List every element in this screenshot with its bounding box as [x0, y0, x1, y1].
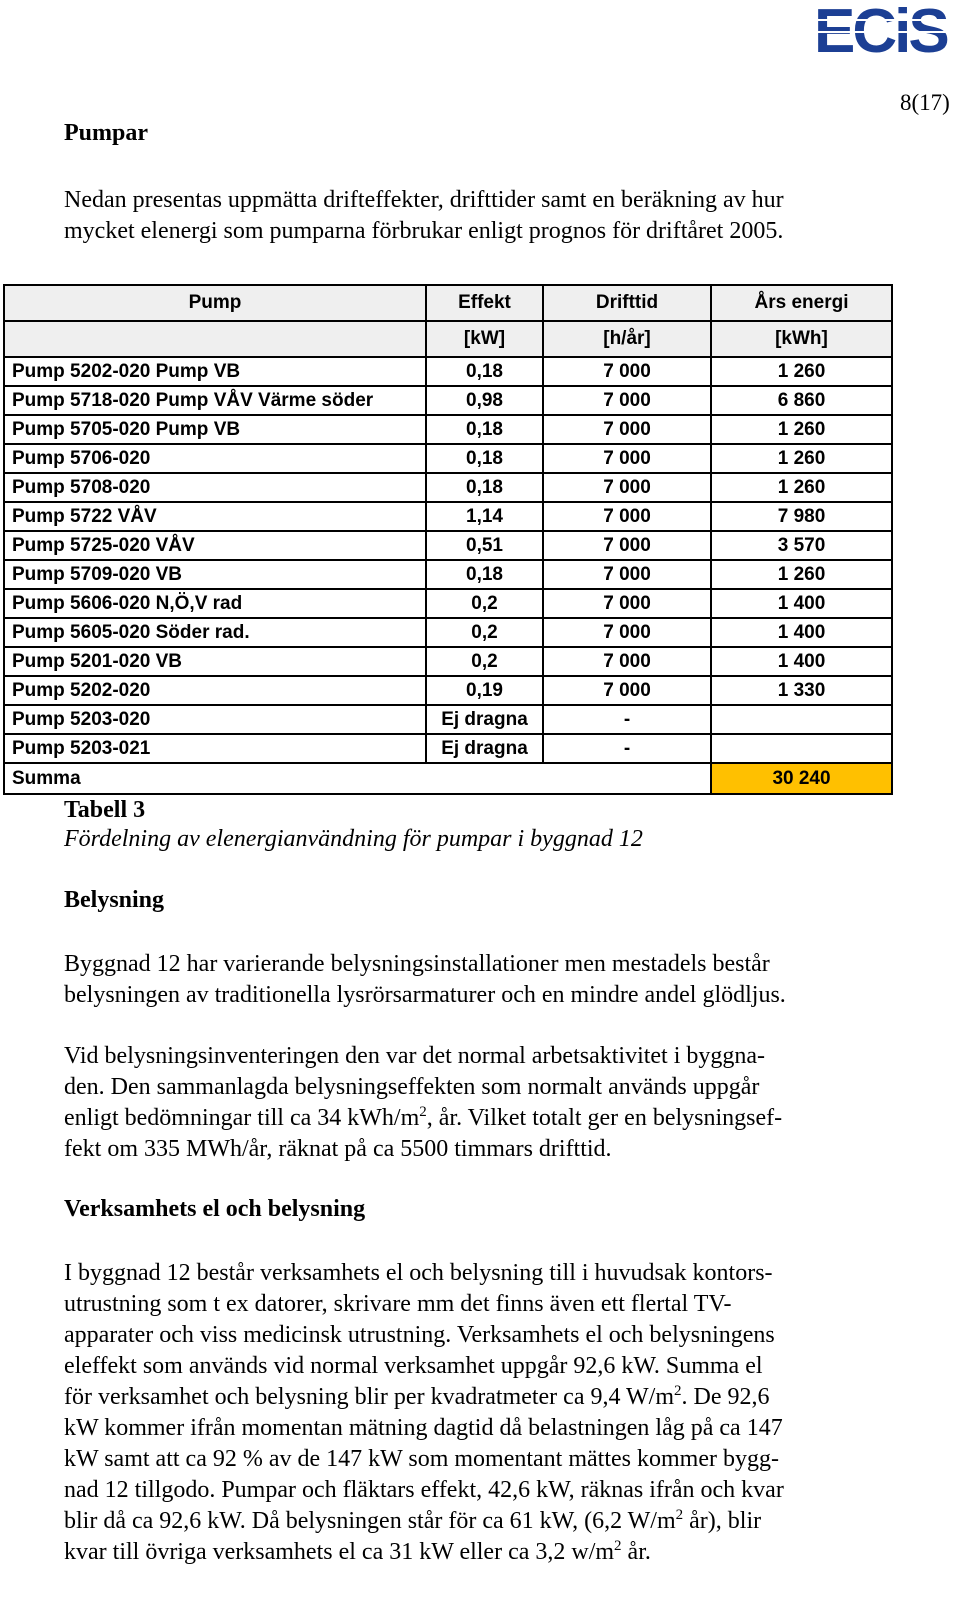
section-heading-belysning: Belysning	[64, 887, 165, 913]
page-number: 8(17)	[900, 90, 950, 115]
cell-drifttid: 7 000	[543, 531, 711, 560]
cell-effekt: 0,2	[426, 618, 543, 647]
cell-drifttid: 7 000	[543, 502, 711, 531]
cell-effekt: 0,18	[426, 560, 543, 589]
table-row	[4, 560, 892, 589]
text-line: fekt om 335 MWh/år, räknat på ca 5500 timmars drifttid.	[64, 1136, 612, 1162]
table-row	[4, 705, 892, 734]
table-caption-title: Tabell 3	[64, 797, 146, 823]
cell-arsenergi: 3 570	[711, 531, 892, 560]
cell-effekt: 0,18	[426, 444, 543, 473]
text-line	[64, 1103, 924, 1134]
cell-pump: Pump 5718-020 Pump VÅV Värme söder	[4, 386, 426, 415]
cell-drifttid: -	[543, 734, 711, 763]
cell-drifttid: 7 000	[543, 386, 711, 415]
cell-effekt: Ej dragna	[426, 705, 543, 734]
cell-drifttid: 7 000	[543, 357, 711, 386]
table-units-row	[4, 321, 892, 357]
table-row	[4, 444, 892, 473]
text-segment: för verksamhet och belysning blir per kvadratmeter ca 9,4 W/m	[64, 1384, 675, 1410]
cell-arsenergi: 1 400	[711, 589, 892, 618]
cell-pump: Pump 5605-020 Söder rad.	[4, 618, 426, 647]
cell-arsenergi: 1 260	[711, 444, 892, 473]
unit-drifttid: [h/år]	[543, 321, 711, 357]
cell-effekt: 0,2	[426, 589, 543, 618]
intro-line: mycket elenergi som pumparna förbrukar enligt prognos för driftåret 2005.	[64, 218, 784, 244]
cell-pump: Pump 5606-020 N,Ö,V rad	[4, 589, 426, 618]
unit-effekt: [kW]	[426, 321, 543, 357]
text-line: apparater och viss medicinsk utrustning. Verksamhets el och belysningens	[64, 1322, 775, 1348]
col-header-effekt: Effekt	[426, 285, 543, 321]
table-row	[4, 647, 892, 676]
cell-pump: Pump 5722 VÅV	[4, 502, 426, 531]
cell-pump: Pump 5202-020	[4, 676, 426, 705]
pump-energy-table	[3, 284, 893, 795]
text-line	[64, 1506, 924, 1537]
cell-arsenergi: 1 260	[711, 415, 892, 444]
cell-effekt: 0,2	[426, 647, 543, 676]
cell-arsenergi: 1 260	[711, 560, 892, 589]
logo-text: ECiS	[814, 0, 947, 58]
text-line: kW samt att ca 92 % av de 147 kW som momentant mättes kommer bygg-	[64, 1446, 779, 1472]
table-header-row	[4, 285, 892, 321]
table-row	[4, 618, 892, 647]
cell-effekt: 0,18	[426, 415, 543, 444]
text-segment: . De 92,6	[681, 1384, 770, 1410]
belysning-paragraph-1	[64, 949, 924, 1011]
cell-pump: Pump 5201-020 VB	[4, 647, 426, 676]
table-caption-text: Fördelning av elenergianvändning för pumpar i byggnad 12	[64, 826, 643, 852]
cell-drifttid: 7 000	[543, 444, 711, 473]
cell-arsenergi: 1 400	[711, 618, 892, 647]
col-header-drifttid: Drifttid	[543, 285, 711, 321]
text-line: den. Den sammanlagda belysningseffekten som normalt används uppgår	[64, 1074, 760, 1100]
text-line: nad 12 tillgodo. Pumpar och fläktars effekt, 42,6 kW, räknas ifrån och kvar	[64, 1477, 784, 1503]
cell-effekt: 0,18	[426, 357, 543, 386]
summary-label: Summa	[4, 763, 711, 794]
cell-pump: Pump 5203-020	[4, 705, 426, 734]
superscript: 2	[614, 1538, 622, 1554]
text-line: kW kommer ifrån momentan mätning dagtid då belastningen låg på ca 147	[64, 1415, 783, 1441]
intro-paragraph	[64, 185, 924, 247]
cell-drifttid: -	[543, 705, 711, 734]
text-line	[64, 1382, 924, 1413]
text-segment: enligt bedömningar till ca 34 kWh/m	[64, 1105, 420, 1131]
text-line: Vid belysningsinventeringen den var det normal arbetsaktivitet i byggna-	[64, 1043, 766, 1069]
text-segment: år), blir	[683, 1508, 762, 1534]
section-heading-verksamhet: Verksamhets el och belysning	[64, 1196, 366, 1222]
text-line: Byggnad 12 har varierande belysningsinstallationer men mestadels består	[64, 951, 770, 977]
superscript: 2	[674, 1383, 682, 1399]
cell-arsenergi	[711, 734, 892, 763]
table-row	[4, 531, 892, 560]
verksamhet-paragraph	[64, 1258, 924, 1568]
cell-effekt: 0,18	[426, 473, 543, 502]
cell-effekt: 0,51	[426, 531, 543, 560]
table-row	[4, 473, 892, 502]
cell-pump: Pump 5725-020 VÅV	[4, 531, 426, 560]
table-row	[4, 357, 892, 386]
cell-drifttid: 7 000	[543, 415, 711, 444]
text-segment: , år. Vilket totalt ger en belysningsef-	[426, 1105, 783, 1131]
col-header-pump: Pump	[4, 285, 426, 321]
cell-effekt: 1,14	[426, 502, 543, 531]
table-row	[4, 589, 892, 618]
cell-drifttid: 7 000	[543, 647, 711, 676]
table-row	[4, 502, 892, 531]
superscript: 2	[675, 1507, 684, 1523]
text-line	[64, 1537, 924, 1568]
cell-effekt: 0,19	[426, 676, 543, 705]
cell-arsenergi: 1 330	[711, 676, 892, 705]
superscript: 2	[419, 1104, 427, 1120]
table-row	[4, 415, 892, 444]
cell-arsenergi: 7 980	[711, 502, 892, 531]
ecis-logo	[814, 0, 960, 58]
table-row	[4, 676, 892, 705]
cell-drifttid: 7 000	[543, 618, 711, 647]
text-line: eleffekt som används vid normal verksamhet uppgår 92,6 kW. Summa el	[64, 1353, 763, 1379]
col-header-arsenergi: Års energi	[711, 285, 892, 321]
intro-line: Nedan presentas uppmätta drifteffekter, drifttider samt en beräkning av hur	[64, 187, 784, 213]
table-row	[4, 734, 892, 763]
cell-pump: Pump 5705-020 Pump VB	[4, 415, 426, 444]
text-segment: år.	[621, 1539, 651, 1565]
text-segment: blir då ca 92,6 kW. Då belysningen står för ca 61 kW, (6,2 W/m	[64, 1508, 676, 1534]
table-row	[4, 386, 892, 415]
text-line: I byggnad 12 består verksamhets el och belysning till i huvudsak kontors-	[64, 1260, 773, 1286]
cell-effekt: 0,98	[426, 386, 543, 415]
cell-pump: Pump 5709-020 VB	[4, 560, 426, 589]
cell-drifttid: 7 000	[543, 473, 711, 502]
cell-drifttid: 7 000	[543, 676, 711, 705]
cell-pump: Pump 5706-020	[4, 444, 426, 473]
cell-arsenergi: 6 860	[711, 386, 892, 415]
section-heading-pumpar: Pumpar	[64, 120, 148, 146]
cell-arsenergi: 1 260	[711, 357, 892, 386]
cell-arsenergi: 1 400	[711, 647, 892, 676]
cell-drifttid: 7 000	[543, 560, 711, 589]
belysning-paragraph-2	[64, 1041, 924, 1165]
unit-pump	[4, 321, 426, 357]
text-line: utrustning som t ex datorer, skrivare mm det finns även ett flertal TV-	[64, 1291, 732, 1317]
cell-pump: Pump 5203-021	[4, 734, 426, 763]
summary-value: 30 240	[711, 763, 892, 794]
cell-drifttid: 7 000	[543, 589, 711, 618]
text-line: belysningen av traditionella lysrörsarmaturer och en mindre andel glödljus.	[64, 982, 786, 1008]
cell-effekt: Ej dragna	[426, 734, 543, 763]
unit-arsenergi: [kWh]	[711, 321, 892, 357]
cell-arsenergi	[711, 705, 892, 734]
cell-pump: Pump 5708-020	[4, 473, 426, 502]
table-summary-row	[4, 763, 892, 794]
cell-pump: Pump 5202-020 Pump VB	[4, 357, 426, 386]
text-segment: kvar till övriga verksamhets el ca 31 kW eller ca 3,2 w/m	[64, 1539, 615, 1565]
cell-arsenergi: 1 260	[711, 473, 892, 502]
